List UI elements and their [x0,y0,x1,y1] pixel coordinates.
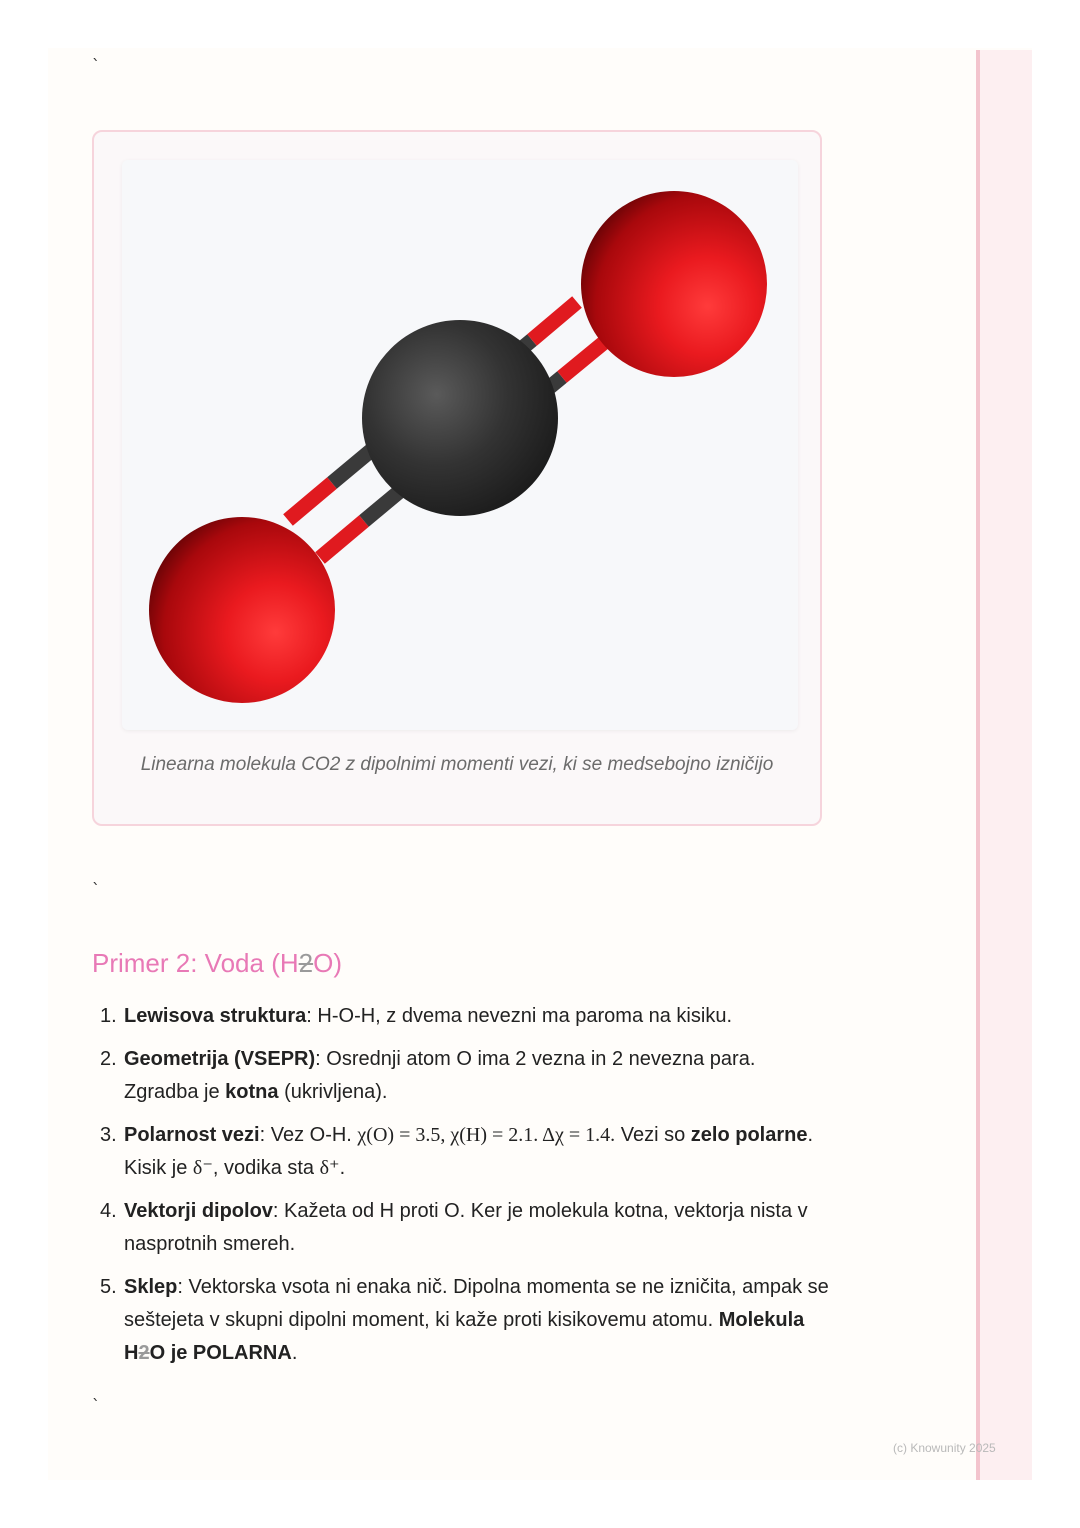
figure-caption: Linearna molekula CO2 z dipolnimi momenti vezi, ki se medsebojno izničijo [140,754,774,775]
co2-molecule-image [122,160,798,730]
list-item: 2. Geometrija (VSEPR): Osrednji atom O ima 2 vezna in 2 nevezna para. Zgradba je kotna (ukrivljena). [100,1048,756,1103]
co2-ball-and-stick-model [122,160,798,730]
carbon-atom [362,320,558,516]
list-item: 5. Sklep: Vektorska vsota ni enaka nič. Dipolna momenta se ne izničita, ampak se seštejeta v skupni dipolni moment, ki kaže proti kisikovemu atomu. Molekula H2O je POLARNA. [100,1276,829,1364]
oxygen-atom-bottom [149,517,335,703]
list-item: 4. Vektorji dipolov: Kažeta od H proti O. Ker je molekula kotna, vektorja nista v nasprotnih smereh. [100,1200,808,1255]
stray-backtick: ` [92,1396,100,1415]
figure-card [92,130,822,826]
list-item: 1. Lewisova struktura: H-O-H, z dvema nevezni ma paroma na kisiku. [100,1005,732,1027]
page-margin-strip [976,50,1032,1480]
oxygen-atom-top [581,191,767,377]
section-heading: Primer 2: Voda (H2O) [92,948,342,978]
page-margin-line [976,50,980,1480]
stray-backtick: ` [92,880,100,899]
analysis-steps [100,1000,830,1380]
stray-backtick: ` [92,56,100,75]
copyright-notice: (c) Knowunity 2025 [893,1441,996,1455]
list-item: 3. Polarnost vezi: Vez O-H. χ(O) = 3.5, χ(H) = 2.1. Δχ = 1.4. Vezi so zelo polarne. Kisik je δ⁻, vodika sta δ⁺. [100,1124,814,1179]
